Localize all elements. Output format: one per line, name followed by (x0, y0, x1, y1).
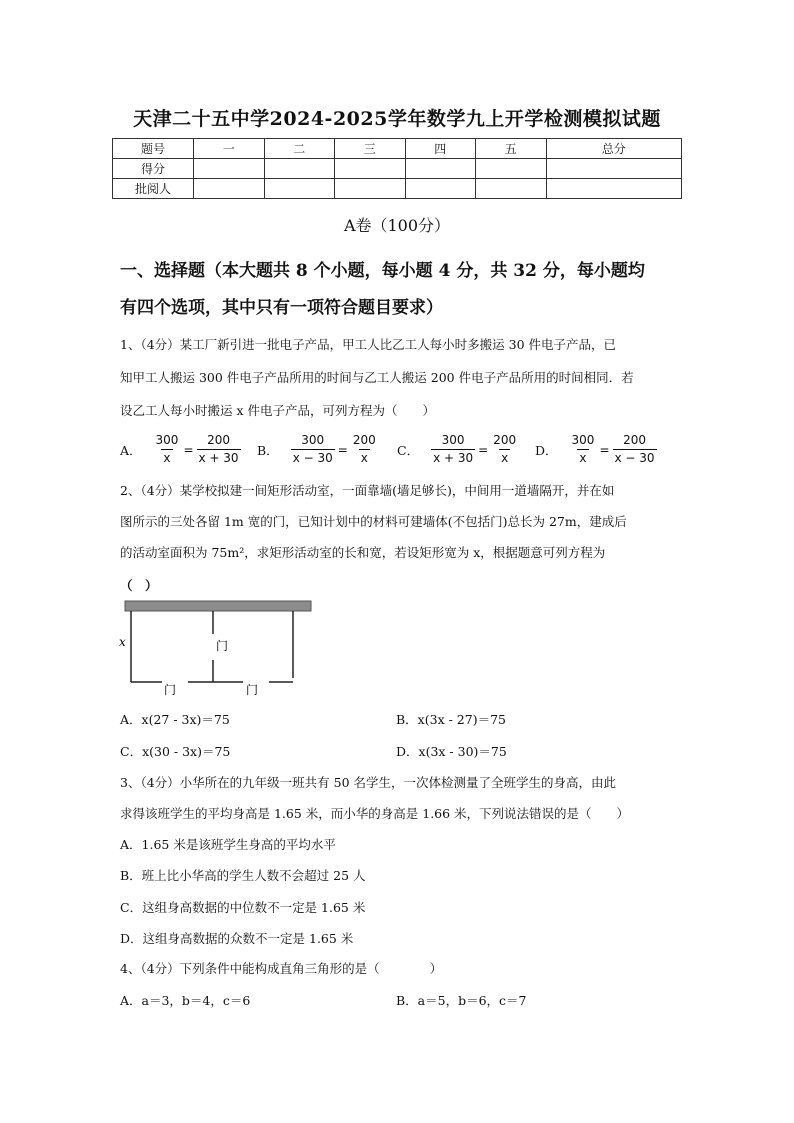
fraction (154, 432, 181, 467)
score-cell (194, 159, 265, 179)
score-header-cell: 三 (335, 139, 406, 159)
q2-line1: 2、（4分）某学校拟建一间矩形活动室，一面靠墙(墙足够长)，中间用一道墙隔开，并在如 (120, 483, 615, 498)
q1-line3: 设乙工人每小时搬运 x 件电子产品，可列方程为（ ） (120, 403, 435, 418)
denominator: x + 30 (433, 451, 474, 465)
q2-line3: 的活动室面积为 75m²，求矩形活动室的长和宽，若设矩形宽为 x，根据题意可列方程为 (120, 545, 606, 560)
q3-option-a[interactable]: A．1.65 米是该班学生身高的平均水平 (120, 837, 336, 852)
q1-option-a[interactable] (120, 432, 243, 467)
score-cell (405, 179, 476, 199)
wall-bar (125, 601, 311, 611)
denominator: x (579, 451, 587, 465)
q3-option-d[interactable]: D．这组身高数据的众数不一定是 1.65 米 (120, 931, 354, 946)
option-label: B． (257, 442, 279, 458)
numerator: 200 (623, 433, 646, 447)
numerator: 200 (352, 433, 376, 447)
score-cell (405, 159, 476, 179)
denominator: x (163, 451, 171, 465)
fraction (570, 432, 597, 467)
fraction (291, 432, 335, 467)
q1-option-c[interactable] (397, 432, 520, 467)
score-row-label: 得分 (113, 159, 194, 179)
numerator: 300 (155, 433, 179, 447)
q1-option-d[interactable] (535, 432, 659, 467)
part-one-heading-line1: 一、选择题（本大题共 8 个小题，每小题 4 分，共 32 分，每小题均 (120, 261, 645, 281)
equals-sign: = (337, 442, 348, 457)
score-header-cell: 五 (476, 139, 547, 159)
denominator: x + 30 (198, 451, 239, 465)
numerator: 300 (571, 433, 595, 447)
exam-title: 天津二十五中学2024-2025学年数学九上开学检测模拟试题 (133, 108, 661, 130)
score-row (113, 159, 682, 179)
score-table (112, 138, 682, 199)
q3-option-c[interactable]: C．这组身高数据的中位数不一定是 1.65 米 (120, 900, 366, 915)
score-header-cell: 总分 (546, 139, 682, 159)
denominator: x − 30 (292, 451, 333, 465)
score-cell (476, 159, 547, 179)
q4-option-a[interactable]: A．a＝3，b＝4，c＝6 (120, 993, 251, 1008)
option-label: A． (120, 442, 142, 458)
score-header-cell: 题号 (113, 139, 194, 159)
option-label: C． (397, 442, 420, 458)
denominator: x (360, 451, 368, 465)
q1-option-b[interactable] (257, 432, 380, 467)
fraction (351, 432, 378, 467)
fraction (431, 432, 475, 467)
score-header-cell: 二 (264, 139, 335, 159)
equals-sign: = (599, 442, 610, 457)
grader-row-label: 批阅人 (113, 179, 194, 199)
fraction (197, 432, 241, 467)
numerator: 200 (493, 433, 517, 447)
numerator: 300 (441, 433, 465, 447)
score-header-cell: 一 (194, 139, 265, 159)
denominator: x − 30 (614, 451, 655, 465)
q2-option-d[interactable]: D．x(3x - 30)＝75 (396, 744, 507, 759)
room-diagram (110, 596, 320, 700)
fraction (491, 432, 518, 467)
score-cell (546, 179, 682, 199)
q2-line2: 图所示的三处各留 1m 宽的门，已知计划中的材料可建墙体(不包括门)总长为 27m，建成后 (120, 514, 627, 529)
numerator: 200 (207, 433, 230, 447)
q1-line2: 知甲工人搬运 300 件电子产品所用的时间与乙工人搬运 200 件电子产品所用的时间相同．若 (120, 370, 634, 385)
score-cell (264, 159, 335, 179)
q3-option-b[interactable]: B．班上比小华高的学生人数不会超过 25 人 (120, 868, 366, 883)
q2-option-c[interactable]: C．x(30 - 3x)＝75 (120, 744, 231, 759)
door-label-right: 门 (246, 683, 259, 697)
denominator: x (501, 451, 509, 465)
q2-option-b[interactable]: B．x(3x - 27)＝75 (396, 712, 506, 727)
score-header-cell: 四 (405, 139, 476, 159)
grader-row (113, 179, 682, 199)
q2-line4: （ ） (120, 578, 158, 593)
score-cell (194, 179, 265, 199)
q4-line1: 4、（4分）下列条件中能构成直角三角形的是（ ） (120, 961, 443, 976)
q2-option-a[interactable]: A．x(27 - 3x)＝75 (120, 712, 230, 727)
q1-line1: 1、（4分）某工厂新引进一批电子产品，甲工人比乙工人每小时多搬运 30 件电子产品，已 (120, 337, 617, 352)
door-label-middle: 门 (216, 639, 229, 653)
q3-line1: 3、（4分）小华所在的九年级一班共有 50 名学生，一次体检测量了全班学生的身高，由此 (120, 775, 617, 790)
x-label: x (119, 635, 126, 649)
q4-option-b[interactable]: B．a＝5，b＝6，c＝7 (396, 993, 527, 1008)
score-cell (335, 179, 406, 199)
score-cell (335, 159, 406, 179)
q1-options (120, 432, 680, 472)
score-cell (476, 179, 547, 199)
equals-sign: = (183, 442, 194, 457)
section-a-title: A卷（100分） (343, 216, 451, 235)
score-table-header (113, 139, 682, 159)
door-label-left: 门 (164, 683, 177, 697)
option-label: D． (535, 442, 558, 458)
score-cell (546, 159, 682, 179)
part-one-heading-line2: 有四个选项，其中只有一项符合题目要求） (120, 298, 443, 318)
fraction (613, 432, 657, 467)
numerator: 300 (301, 433, 325, 447)
equals-sign: = (478, 442, 489, 457)
q3-line2: 求得该班学生的平均身高是 1.65 米，而小华的身高是 1.66 米，下列说法错误的是（ ） (120, 806, 630, 821)
score-cell (264, 179, 335, 199)
